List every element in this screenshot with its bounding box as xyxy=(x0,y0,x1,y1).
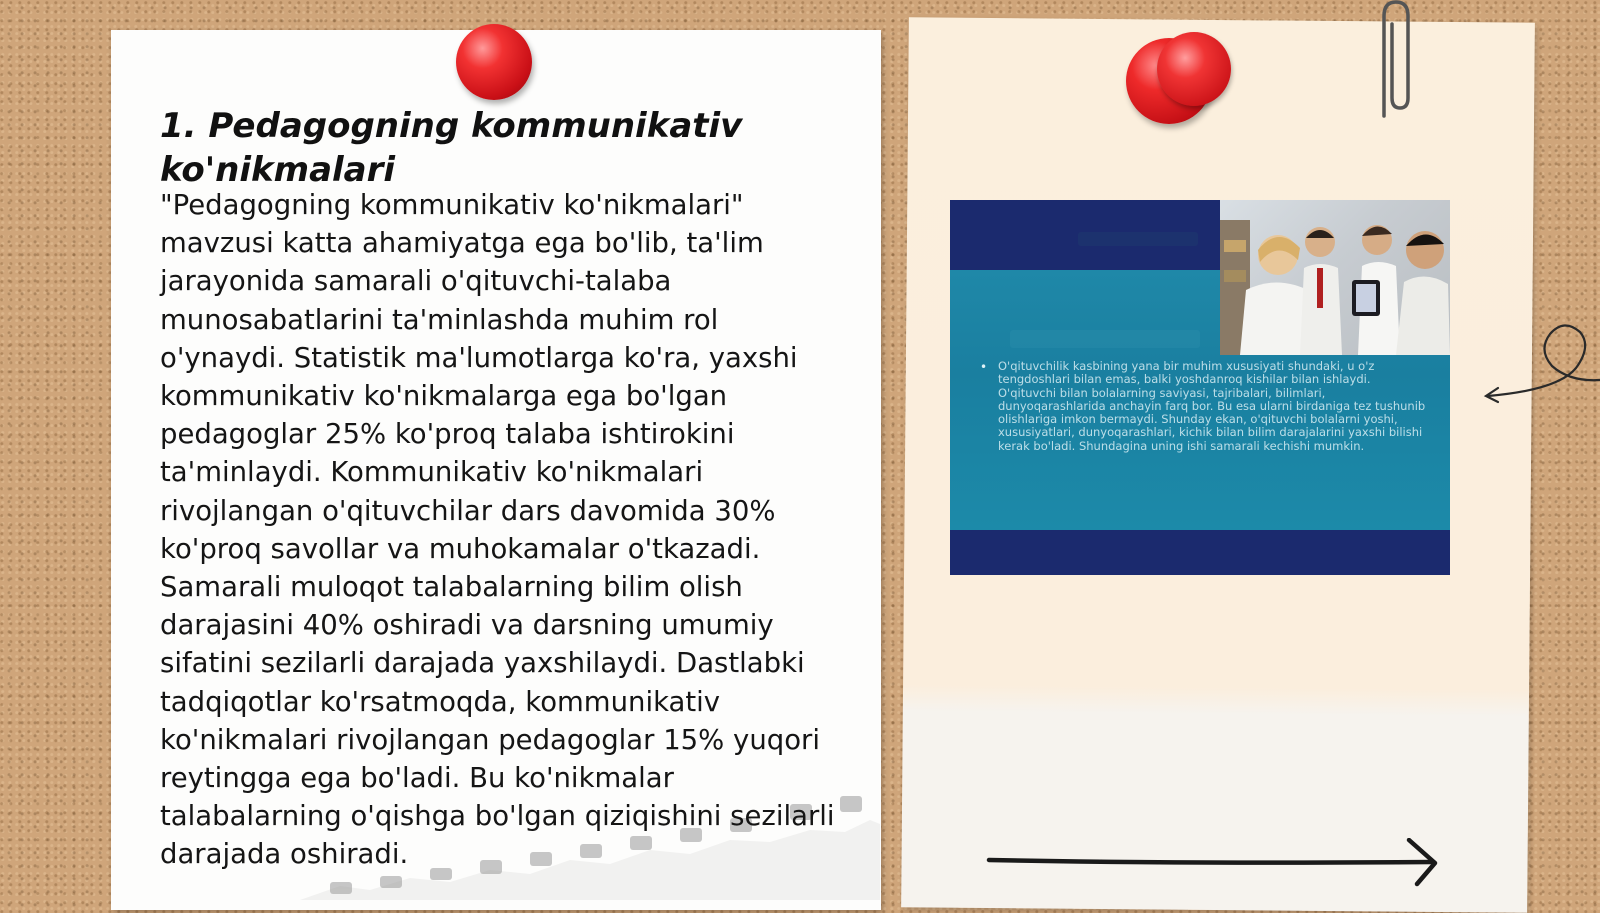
classroom-photo-figures xyxy=(1220,200,1450,355)
slide-bullet-text: O'qituvchilik kasbining yana bir muhim xususiyati shundaki, u o'z tengdoshlari bilan emas, balki yoshdanroq kishilar bilan ishlaydi. O'qituvchi bilan bolalarning saviyasi, tajribalari, bilimlari, dunyoqarashlarida anchayin farq bor. Bu esa ularni birdaniga tez tushunib olishlariga imkon bermaydi. Shunday ekan, o'qituvchi bolalarni yoshi, xususiyatlari, dunyoqarashlari, kichik bilan bilim darajalarini yaxshi bilishi kerak bo'ladi. Shundagina uning ishi samarali kechishi mumkin. xyxy=(998,359,1426,453)
slide-faded-subtitle xyxy=(1010,330,1200,348)
arrow-right-icon xyxy=(985,838,1450,888)
slide-thumbnail xyxy=(950,200,1450,575)
paper-clip-icon xyxy=(1370,0,1420,124)
curly-arrow-icon xyxy=(1480,310,1600,410)
page-title: 1. Pedagogning kommunikativ ko'nikmalari xyxy=(160,106,743,190)
push-pin-icon xyxy=(456,24,532,100)
push-pin-icon xyxy=(1157,32,1231,106)
slide-bullet-icon: • xyxy=(980,360,988,374)
body-paragraph: "Pedagogning kommunikativ ko'nikmalari" mavzusi katta ahamiyatga ega bo'lib, ta'lim jarayonida samarali o'qituvchi-talaba munosabatlarini ta'minlashda muhim rol o'ynaydi. Statistik ma'lumotlarga ko'ra, yaxshi kommunikativ ko'nikmalarga ega bo'lgan pedagoglar 25% ko'proq talaba ishtirokini ta'minlaydi. Kommunikativ ko'nikmalari rivojlangan o'qituvchilar dars davomida 30% ko'proq savollar va muhokamalar o'tkazadi. Samarali muloqot talabalarning bilim olish darajasini 40% oshiradi va darsning umumiy sifatini sezilarli darajada yaxshilaydi. Dastlabki tadqiqotlar ko'rsatmoqda, kommunikativ ko'nikmalari rivojlangan pedagoglar 15% yuqori reytingga ega bo'ladi. Bu ko'nikmalar talabalarning o'qishga bo'lgan qiziqishini sezilarli darajada oshiradi. xyxy=(160,189,835,871)
classroom-photo xyxy=(1220,200,1450,355)
slide-faded-title xyxy=(1078,232,1198,246)
